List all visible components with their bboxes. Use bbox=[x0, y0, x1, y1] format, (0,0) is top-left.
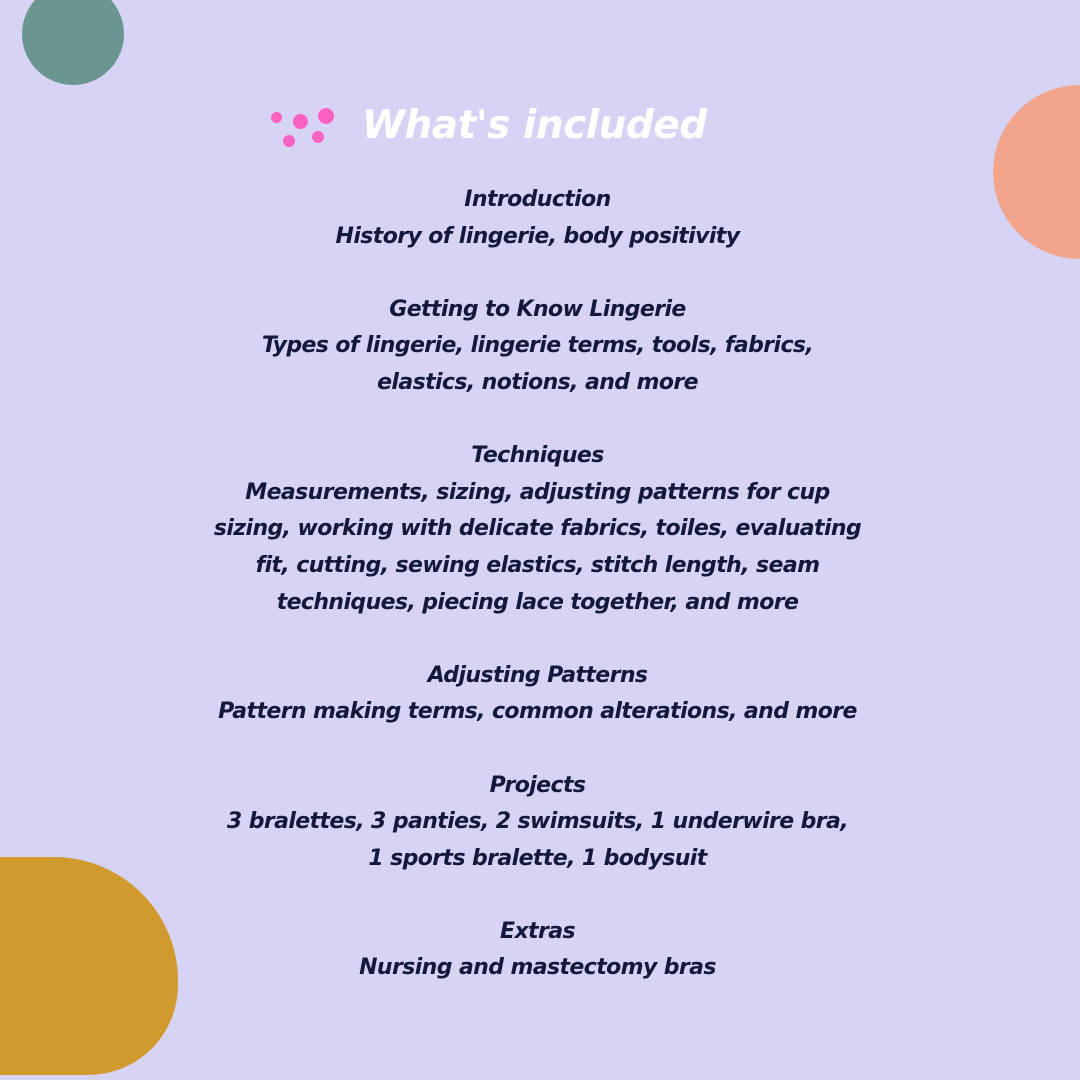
section-title: Adjusting Patterns bbox=[427, 662, 648, 688]
teal-circle-decoration bbox=[22, 0, 124, 85]
dot bbox=[312, 131, 324, 143]
dot bbox=[283, 135, 295, 147]
section-description-line: sizing, working with delicate fabrics, toiles, evaluating bbox=[213, 516, 862, 542]
section-getting-to-know-lingerie bbox=[150, 292, 925, 402]
section-title: Projects bbox=[489, 772, 586, 798]
section-adjusting-patterns bbox=[150, 658, 925, 731]
section-techniques bbox=[150, 438, 925, 621]
section-extras bbox=[150, 914, 925, 987]
section-introduction bbox=[150, 182, 925, 255]
section-description-line: Nursing and mastectomy bras bbox=[359, 955, 716, 981]
section-description-line: 3 bralettes, 3 panties, 2 swimsuits, 1 underwire bra, bbox=[226, 809, 849, 835]
dots-icon bbox=[268, 106, 338, 150]
section-projects bbox=[150, 768, 925, 878]
included-list bbox=[150, 182, 925, 1024]
section-description-line: elastics, notions, and more bbox=[377, 369, 698, 395]
section-description-line: techniques, piecing lace together, and more bbox=[276, 589, 799, 615]
section-title: Techniques bbox=[471, 443, 604, 469]
section-description-line: History of lingerie, body positivity bbox=[335, 223, 740, 249]
salmon-circle-decoration bbox=[993, 85, 1080, 259]
dot bbox=[293, 114, 308, 129]
section-title: Extras bbox=[500, 918, 575, 944]
page-title: What's included bbox=[362, 103, 707, 148]
section-description-line: 1 sports bralette, 1 bodysuit bbox=[368, 845, 707, 871]
section-description-line: Types of lingerie, lingerie terms, tools, fabrics, bbox=[261, 333, 814, 359]
section-title: Getting to Know Lingerie bbox=[389, 296, 686, 322]
dot bbox=[318, 108, 334, 124]
section-description-line: Pattern making terms, common alterations, and more bbox=[218, 699, 857, 725]
section-title: Introduction bbox=[464, 187, 611, 212]
dot bbox=[271, 112, 282, 123]
section-description-line: fit, cutting, sewing elastics, stitch length, seam bbox=[255, 552, 820, 578]
section-description-line: Measurements, sizing, adjusting patterns for cup bbox=[245, 479, 830, 505]
